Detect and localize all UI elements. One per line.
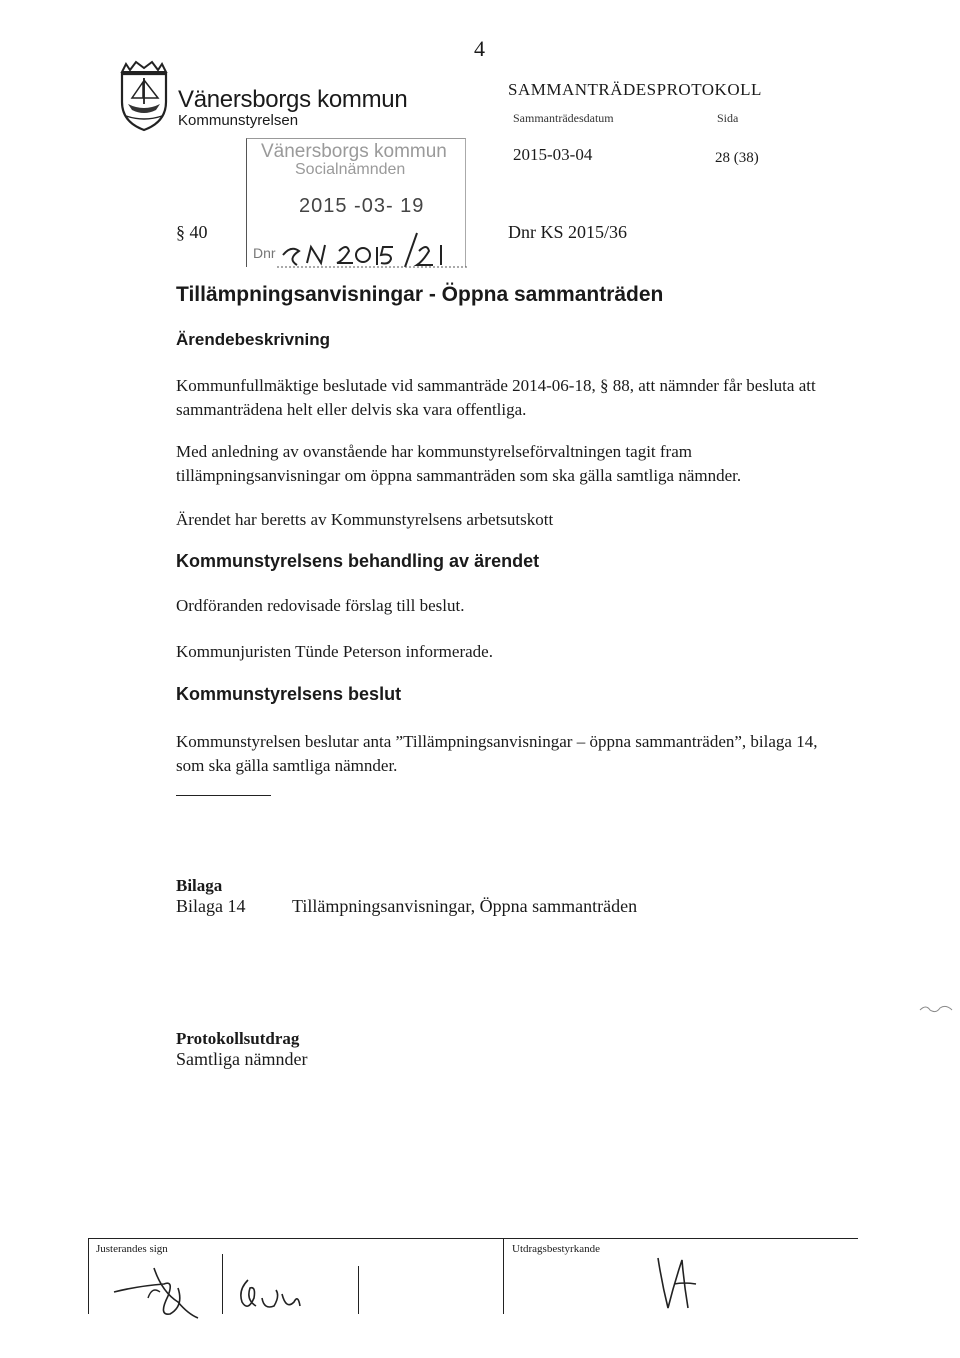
meeting-date-label: Sammanträdesdatum [513,111,614,125]
description-paragraph-3: Ärendet har beretts av Kommunstyrelsens arbetsutskott [176,510,554,529]
description-paragraph-1: Kommunfullmäktige beslutade vid sammanträde 2014-06-18, § 88, att nämnder får besluta att sammanträdena helt eller delvis ska vara offentliga. [176,376,816,419]
page-count: 28 (38) [715,150,759,166]
section-end-rule [176,795,271,796]
handwritten-certification-initials [652,1254,700,1312]
footer-divider [503,1238,504,1314]
handling-heading: Kommunstyrelsens behandling av ärendet [176,551,540,571]
extract-certification-label: Utdragsbestyrkande [512,1243,600,1255]
handwritten-dnr-signature [277,225,467,269]
decision-heading: Kommunstyrelsens beslut [176,684,402,704]
case-number: Dnr KS 2015/36 [508,222,628,242]
received-stamp [246,138,466,267]
paragraph-number: § 40 [176,222,208,242]
stamp-date: 2015 -03- 19 [299,195,425,217]
handwritten-initials-1 [108,1262,204,1320]
handling-paragraph-2: Kommunjuristen Tünde Peterson informerade. [176,642,493,661]
signature-label: Justerandes sign [96,1243,168,1255]
document-title: Tillämpningsanvisningar - Öppna sammanträden [176,283,664,306]
organization-name: Vänersborgs kommun [178,86,408,113]
extract-heading: Protokollsutdrag [176,1029,300,1048]
attachment-heading: Bilaga [176,876,223,895]
decision-paragraph: Kommunstyrelsen beslutar anta ”Tillämpningsanvisningar – öppna sammanträden”, bilaga 14, som ska gälla samtliga nämnder. [176,732,818,775]
document-type: SAMMANTRÄDESPROTOKOLL [508,80,762,99]
handwritten-initials-2 [234,1276,304,1316]
meeting-date: 2015-03-04 [513,145,593,164]
organization-unit: Kommunstyrelsen [178,112,299,129]
footer-divider [358,1266,359,1314]
attachment-name: Tillämpningsanvisningar, Öppna sammanträden [292,896,638,916]
page-number: 4 [474,36,485,61]
description-heading: Ärendebeskrivning [176,330,330,349]
handling-paragraph-1: Ordföranden redovisade förslag till beslut. [176,596,465,615]
footer-rule [88,1238,858,1239]
scan-mark [918,1000,956,1018]
attachment-label: Bilaga 14 [176,896,246,916]
footer-divider [88,1238,89,1314]
stamp-organization: Vänersborgs kommun [261,141,447,162]
stamp-unit: Socialnämnden [295,161,406,178]
extract-recipients: Samtliga nämnder [176,1049,308,1069]
stamp-dnr-label: Dnr [253,245,276,261]
footer-divider [222,1254,223,1314]
description-paragraph-2: Med anledning av ovanstående har kommunstyrelseförvaltningen tagit fram tillämpningsanvisningar om öppna sammanträden som ska gälla samtliga nämnder. [176,442,742,485]
municipal-coat-of-arms-logo [116,58,172,132]
page-label: Sida [717,111,739,125]
